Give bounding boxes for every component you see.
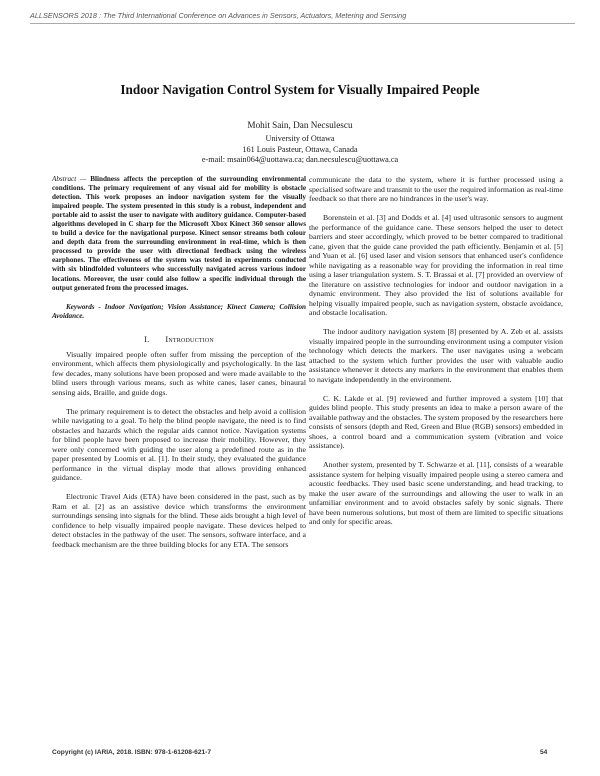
section-number: I. (144, 334, 150, 344)
author-affiliation (0, 134, 600, 166)
header-divider (30, 23, 575, 24)
footer-page-number: 54 (540, 749, 548, 756)
intro-paragraph: Visually impaired people often suffer from missing the perception of the environment, which affects them physiologically and psychologically. In the last few decades, many solutions have been proposed and were made available to the blind users through various means, such as white canes, laser canes, binaural sensing aids, Braille, and guide dogs. (52, 349, 306, 397)
paper-authors: Mohit Sain, Dan Necsulescu (247, 120, 353, 130)
paper-title: Indoor Navigation Control System for Visually Impaired People (120, 82, 480, 97)
continued-paragraph: communicate the data to the system, where it is further processed using a specialised software and transmit to the user the required information as real-time feedback so that there are no hindrances in the user's way. (309, 175, 563, 203)
left-column (52, 175, 306, 559)
section-title-rest: ntroduction (168, 334, 214, 344)
section-title-initial: I (165, 334, 169, 344)
keywords: Keywords - Indoor Navigation; Vision Assistance; Kinect Camera; Collision Avoidance. (52, 302, 306, 320)
footer-copyright: Copyright (c) IARIA, 2018. ISBN: 978-1-61208-621-7 (52, 749, 212, 756)
intro-paragraph: Electronic Travel Aids (ETA) have been considered in the past, such as by Ram et al. [2] as an assistive device which transforms the environment surroundings sensing into signals for the blind. These aids brought a high level of confidence to help visually impaired people navigate. These devices helped to detect obstacles in the pathway of the user. The sensors, software interface, and a feedback mechanism are the three building blocks for any ETA. The sensors (52, 492, 306, 549)
abstract-dash: — (76, 175, 91, 183)
affiliation-email: e-mail: msain064@uottawa.ca; dan.necsulescu@uottawa.ca (201, 155, 399, 165)
abstract (52, 175, 306, 293)
abstract-text: Blindness affects the perception of the surrounding environmental conditions. The primary requirement of any visual aid for mobility is obstacle detection. This work proposes an indoor navigation system for the visually impaired people. The system presented in this study is a robust, independent and portable aid to assist the user to navigate with auditory guidance. Computer-based algorithms developed in C sharp for the Microsoft Xbox Kinect 360 sensor allows to build a device for the navigational purpose. Kinect sensor streams both colour and depth data from the surrounding environment in real-time, which is then processed to provide the user with directional feedback using the wireless earphones. The effectiveness of the system was tested in experiments conducted with six blindfolded volunteers who successfully navigated across various indoor locations. Moreover, the user could also follow a specific individual through the output generated from the processed images. (52, 175, 306, 292)
conference-header: ALLSENSORS 2018 : The Third International Conference on Advances in Sensors, Actuators, Metering and Sensing (30, 11, 407, 20)
body-paragraph: Another system, presented by T. Schwarze et al. [11], consists of a wearable assistance system for helping visually impaired people using a stereo camera and acoustic feedbacks. They used basic scene understanding, and head tracking, to make the user aware of the surroundings and allowing the user to walk in an unfamiliar environment and to avoid obstacles safely by sonic signals. There have been numerous solutions, but most of them are limited to specific situations and only for specific areas. (309, 460, 563, 526)
body-paragraph: C. K. Lakde et al. [9] reviewed and further improved a system [10] that guides blind people. This study presents an idea to make a person aware of the available pathway and the obstacles. The system proposed by the researchers here consists of sensors (depth and Red, Green and Blue (RGB) sensors) embedded in shoes, a control board and a communication system (vibration and voice assistance). (309, 393, 563, 450)
section-heading-introduction (52, 335, 306, 344)
affiliation-university: University of Ottawa (265, 134, 335, 143)
right-column (309, 175, 563, 536)
body-paragraph: Borenstein et al. [3] and Dodds et al. [4] used ultrasonic sensors to augment the performance of the guidance cane. These sensors helped the user to detect barriers and steer accordingly, which proved to be better compared to traditional cane, given that the guide cane provided the path efficiently. Benjamin et al. [5] and Yuan et al. [6] used laser and vision sensors that enhanced user's confidence while navigating as a reasonable way for providing the information in real time using a laser triangulation system. S. T. Brassai et al. [7] provided an overview of the literature on assistive technologies for indoor and outdoor navigation in a dynamic environment. They also provided the list of solutions available for helping visually impaired people, such as navigation system, obstacle avoidance, and obstacle localisation. (309, 213, 563, 317)
intro-paragraph: The primary requirement is to detect the obstacles and help avoid a collision while navigating to a goal. To help the blind people navigate, the need is to find obstacles and hazards which the regular aids cannot notice. Navigation systems for blind people have been proposed to increase their mobility. However, they were only concerned with guiding the user along a predefined route as in the paper presented by Loomis et al. [1]. In their study, they evaluated the guidance performance in the virtual display mode that allows providing enhanced guidance. (52, 406, 306, 483)
abstract-label: Abstract (52, 175, 77, 183)
affiliation-address: 161 Louis Pasteur, Ottawa, Canada (242, 144, 358, 154)
body-paragraph: The indoor auditory navigation system [8] presented by A. Zeb et al. assists visually impaired people in the surrounding environment using a computer vision technology which detects the markers. The user navigates using a webcam attached to the system which further provides the user with valuable audio assistance whenever it detects any markers in the environment that enables them to navigate independently in the environment. (309, 327, 563, 384)
